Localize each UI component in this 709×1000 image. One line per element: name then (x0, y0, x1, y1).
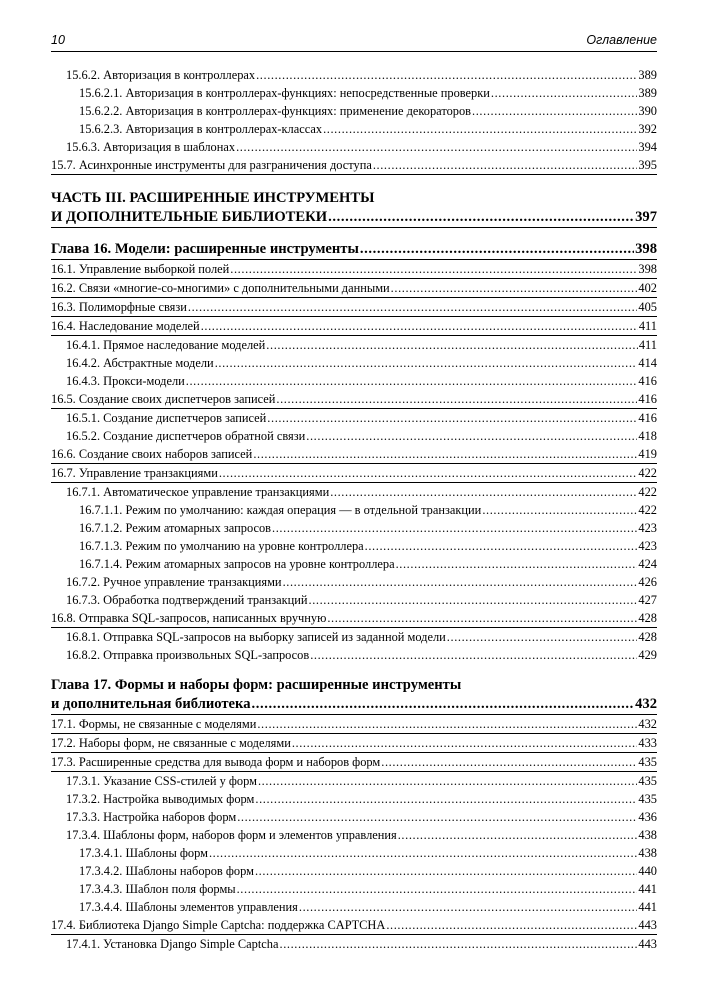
toc-entry-title: 17.3.4. Шаблоны форм, наборов форм и элементов управления (66, 828, 397, 842)
toc-entry-page: 416 (638, 374, 657, 388)
toc-entry-page: 422 (638, 466, 657, 480)
toc-entry[interactable] (51, 935, 657, 953)
toc-entry-title: 17.3.2. Настройка выводимых форм (66, 792, 255, 806)
chapter-17-title-line-2: и дополнительная библиотека ..... 432 (51, 695, 657, 714)
leader-dots (257, 715, 637, 733)
toc-entry-title: 16.7.1.1. Режим по умолчанию: каждая операция — в отдельной транзакции (79, 503, 482, 517)
toc-entry-page: 424 (638, 557, 657, 571)
toc-entry-title: 17.3.4.4. Шаблоны элементов управления (79, 900, 298, 914)
toc-entry[interactable] (51, 317, 657, 336)
toc-entry[interactable] (51, 898, 657, 916)
toc-entry[interactable] (51, 501, 657, 519)
toc-entry-page: 440 (638, 864, 657, 878)
toc-entry[interactable] (51, 464, 657, 483)
leader-dots (306, 427, 637, 445)
toc-entry-title: 16.2. Связи «многие-со-многими» с дополнительными данными (51, 281, 390, 295)
toc-entry-page: 398 (638, 262, 657, 276)
leader-dots (186, 372, 638, 390)
leader-dots (276, 390, 637, 408)
page-number: 10 (51, 33, 65, 47)
leader-dots (230, 260, 637, 278)
section-title: Оглавление (586, 33, 657, 47)
toc-entry[interactable] (51, 298, 657, 317)
toc-entry-title: 15.7. Асинхронные инструменты для разграничения доступа (51, 158, 372, 172)
toc-entry-title: 16.7.1.2. Режим атомарных запросов (79, 521, 272, 535)
toc-entry-title: 17.3.4.1. Шаблоны форм (79, 846, 208, 860)
leader-dots (381, 753, 637, 771)
leader-dots (482, 501, 637, 519)
toc-entry[interactable] (51, 916, 657, 935)
toc-entry-page: 419 (638, 447, 657, 461)
toc-entry-page: 435 (638, 755, 657, 769)
toc-entry-page: 418 (638, 429, 657, 443)
part-title-line-1: ЧАСТЬ III. РАСШИРЕННЫЕ ИНСТРУМЕНТЫ (51, 190, 375, 206)
toc-entry-page: 435 (638, 792, 657, 806)
toc-entry-title: 17.4.1. Установка Django Simple Captcha (66, 937, 279, 951)
toc-entry-title: 15.6.3. Авторизация в шаблонах (66, 140, 236, 154)
leader-dots (309, 591, 638, 609)
leader-dots (209, 844, 637, 862)
toc-entry-title: 16.5.2. Создание диспетчеров обратной связи (66, 429, 306, 443)
toc-entry-title: 17.2. Наборы форм, не связанные с моделями (51, 736, 291, 750)
leader-dots (236, 138, 637, 156)
toc-entry-title: 15.6.2.3. Авторизация в контроллерах-классах (79, 122, 323, 136)
toc-entry-page: 411 (638, 338, 657, 352)
leader-dots (266, 336, 638, 354)
leader-dots (253, 445, 637, 463)
toc-entry-page: 427 (638, 593, 657, 607)
toc-entry-page: 435 (638, 774, 657, 788)
toc-entry[interactable] (51, 409, 657, 427)
toc-entry-page: 426 (638, 575, 657, 589)
toc-entry[interactable] (51, 519, 657, 537)
running-header (51, 33, 657, 52)
toc-entry-title: 16.7.2. Ручное управление транзакциями (66, 575, 282, 589)
toc-entry-page: 443 (638, 918, 657, 932)
toc-entry[interactable] (51, 138, 657, 156)
leader-dots (386, 916, 637, 934)
toc-entry-title: 17.1. Формы, не связанные с моделями (51, 717, 257, 731)
toc-entry[interactable] (51, 609, 657, 628)
leader-dots (391, 279, 638, 297)
toc-entry-title: 16.4.1. Прямое наследование моделей (66, 338, 266, 352)
toc-entry-title: 16.8. Отправка SQL-запросов, написанных вручную (51, 611, 327, 625)
toc-entry-page: 395 (638, 158, 657, 172)
toc-entry-page: 438 (638, 846, 657, 860)
toc-entry-title: 16.4.2. Абстрактные модели (66, 356, 214, 370)
toc-entry-title: 17.4. Библиотека Django Simple Captcha: поддержка CAPTCHA (51, 918, 386, 932)
toc-entry-page: 416 (638, 392, 657, 406)
part-heading[interactable] (51, 189, 657, 228)
toc-entry[interactable] (51, 573, 657, 591)
leader-dots (280, 935, 638, 953)
toc-entry-page: 411 (638, 319, 657, 333)
leader-dots (491, 84, 638, 102)
toc-entry[interactable] (51, 427, 657, 445)
table-of-contents (51, 66, 657, 953)
toc-entry-page: 414 (638, 356, 657, 370)
toc-entry[interactable] (51, 445, 657, 464)
leader-dots (201, 317, 638, 335)
toc-entry-page: 441 (638, 900, 657, 914)
leader-dots (328, 208, 634, 227)
part-page: 397 (635, 209, 657, 225)
chapter-17-page: 432 (635, 696, 657, 712)
toc-entry-title: 15.6.2.2. Авторизация в контроллерах-функциях: применение декораторов (79, 104, 472, 118)
toc-entry-page: 392 (638, 122, 657, 136)
leader-dots (256, 66, 637, 84)
toc-entry-title: 16.7.1.3. Режим по умолчанию на уровне контроллера (79, 539, 364, 553)
toc-entry-title: 16.7.1. Автоматическое управление транзакциями (66, 485, 330, 499)
toc-entry-page: 436 (638, 810, 657, 824)
leader-dots (292, 734, 638, 752)
leader-dots (272, 519, 637, 537)
toc-entry-title: 16.5. Создание своих диспетчеров записей (51, 392, 276, 406)
toc-entry[interactable] (51, 354, 657, 372)
toc-entry-page: 405 (638, 300, 657, 314)
toc-entry-title: 16.6. Создание своих наборов записей (51, 447, 253, 461)
leader-dots (447, 628, 638, 646)
leader-dots (398, 826, 638, 844)
leader-dots (310, 646, 637, 664)
toc-entry-title: 17.3.4.2. Шаблоны наборов форм (79, 864, 254, 878)
toc-entry-title: 16.8.2. Отправка произвольных SQL-запросов (66, 648, 310, 662)
toc-entry[interactable] (51, 808, 657, 826)
toc-entry-title: 15.6.2. Авторизация в контроллерах (66, 68, 256, 82)
toc-entry[interactable] (51, 120, 657, 138)
leader-dots (396, 555, 638, 573)
toc-entry-title: 16.4. Наследование моделей (51, 319, 200, 333)
chapter-16-entries (51, 260, 657, 664)
toc-entry-page: 429 (638, 648, 657, 662)
chapter-16-page: 398 (635, 241, 657, 257)
toc-entry[interactable] (51, 156, 657, 175)
toc-entry-title: 17.3.1. Указание CSS-стилей у форм (66, 774, 257, 788)
toc-entry-title: 15.6.2.1. Авторизация в контроллерах-функциях: непосредственные проверки (79, 86, 490, 100)
toc-entry[interactable] (51, 66, 657, 84)
toc-entry-page: 394 (638, 140, 657, 154)
leader-dots (323, 120, 637, 138)
leader-dots (330, 483, 637, 501)
toc-entry-title: 16.7. Управление транзакциями (51, 466, 218, 480)
leader-dots (373, 156, 638, 174)
leader-dots (255, 790, 637, 808)
toc-entry[interactable] (51, 336, 657, 354)
leader-dots (360, 240, 634, 259)
toc-entry[interactable] (51, 790, 657, 808)
part-title-line-2: И ДОПОЛНИТЕЛЬНЫЕ БИБЛИОТЕКИ ..... 397 (51, 208, 657, 227)
toc-entry-title: 16.1. Управление выборкой полей (51, 262, 230, 276)
toc-entry-title: 17.3.4.3. Шаблон поля формы (79, 882, 236, 896)
toc-entry-page: 423 (638, 539, 657, 553)
leader-dots (283, 573, 638, 591)
toc-entry-page: 443 (638, 937, 657, 951)
toc-entry[interactable] (51, 715, 657, 734)
toc-entry[interactable] (51, 537, 657, 555)
toc-entry[interactable] (51, 279, 657, 298)
toc-entry[interactable] (51, 753, 657, 772)
toc-entry-page: 438 (638, 828, 657, 842)
toc-entry[interactable] (51, 646, 657, 664)
toc-entry-page: 390 (638, 104, 657, 118)
toc-entry[interactable] (51, 628, 657, 646)
toc-entry-page: 428 (638, 611, 657, 625)
toc-entry-page: 389 (638, 86, 657, 100)
toc-entry[interactable] (51, 372, 657, 390)
leader-dots (215, 354, 638, 372)
toc-entry[interactable] (51, 844, 657, 862)
chapter-16-title: Глава 16. Модели: расширенные инструменты ..... 398 (51, 240, 657, 259)
toc-entry-page: 433 (638, 736, 657, 750)
toc-entry-title: 16.4.3. Прокси-модели (66, 374, 185, 388)
toc-entry-page: 402 (638, 281, 657, 295)
leader-dots (472, 102, 637, 120)
leader-dots (237, 808, 637, 826)
toc-entry-page: 422 (638, 503, 657, 517)
toc-entry[interactable] (51, 862, 657, 880)
leader-dots (267, 409, 637, 427)
toc-entry-page: 423 (638, 521, 657, 535)
toc-entry-page: 422 (638, 485, 657, 499)
toc-entry-page: 428 (638, 630, 657, 644)
toc-entry[interactable] (51, 555, 657, 573)
leader-dots (365, 537, 638, 555)
toc-entry[interactable] (51, 390, 657, 409)
toc-entry-title: 17.3.3. Настройка наборов форм (66, 810, 237, 824)
toc-entry-page: 441 (638, 882, 657, 896)
toc-entry[interactable] (51, 591, 657, 609)
toc-entry-title: 17.3. Расширенные средства для вывода форм и наборов форм (51, 755, 381, 769)
toc-entry-title: 16.7.3. Обработка подтверждений транзакций (66, 593, 308, 607)
toc-entry[interactable] (51, 483, 657, 501)
chapter-17-entries (51, 715, 657, 953)
toc-top-entries (51, 66, 657, 175)
leader-dots (258, 772, 637, 790)
chapter-16-heading[interactable] (51, 240, 657, 260)
leader-dots (252, 695, 635, 714)
chapter-17-heading[interactable] (51, 676, 657, 715)
leader-dots (237, 880, 638, 898)
toc-entry-title: 16.7.1.4. Режим атомарных запросов на уровне контроллера (79, 557, 395, 571)
toc-entry[interactable] (51, 102, 657, 120)
toc-entry[interactable] (51, 826, 657, 844)
toc-entry-title: 16.3. Полиморфные связи (51, 300, 187, 314)
leader-dots (255, 862, 637, 880)
toc-entry[interactable] (51, 880, 657, 898)
toc-entry-page: 416 (638, 411, 657, 425)
toc-entry[interactable] (51, 260, 657, 279)
leader-dots (219, 464, 638, 482)
toc-entry[interactable] (51, 772, 657, 790)
leader-dots (327, 609, 637, 627)
toc-entry-page: 432 (638, 717, 657, 731)
toc-entry-title: 16.5.1. Создание диспетчеров записей (66, 411, 267, 425)
leader-dots (299, 898, 638, 916)
toc-entry-title: 16.8.1. Отправка SQL-запросов на выборку записей из заданной модели (66, 630, 446, 644)
toc-entry[interactable] (51, 84, 657, 102)
toc-entry-page: 389 (638, 68, 657, 82)
chapter-17-title-line-1: Глава 17. Формы и наборы форм: расширенные инструменты (51, 677, 462, 693)
toc-entry[interactable] (51, 734, 657, 753)
leader-dots (188, 298, 638, 316)
